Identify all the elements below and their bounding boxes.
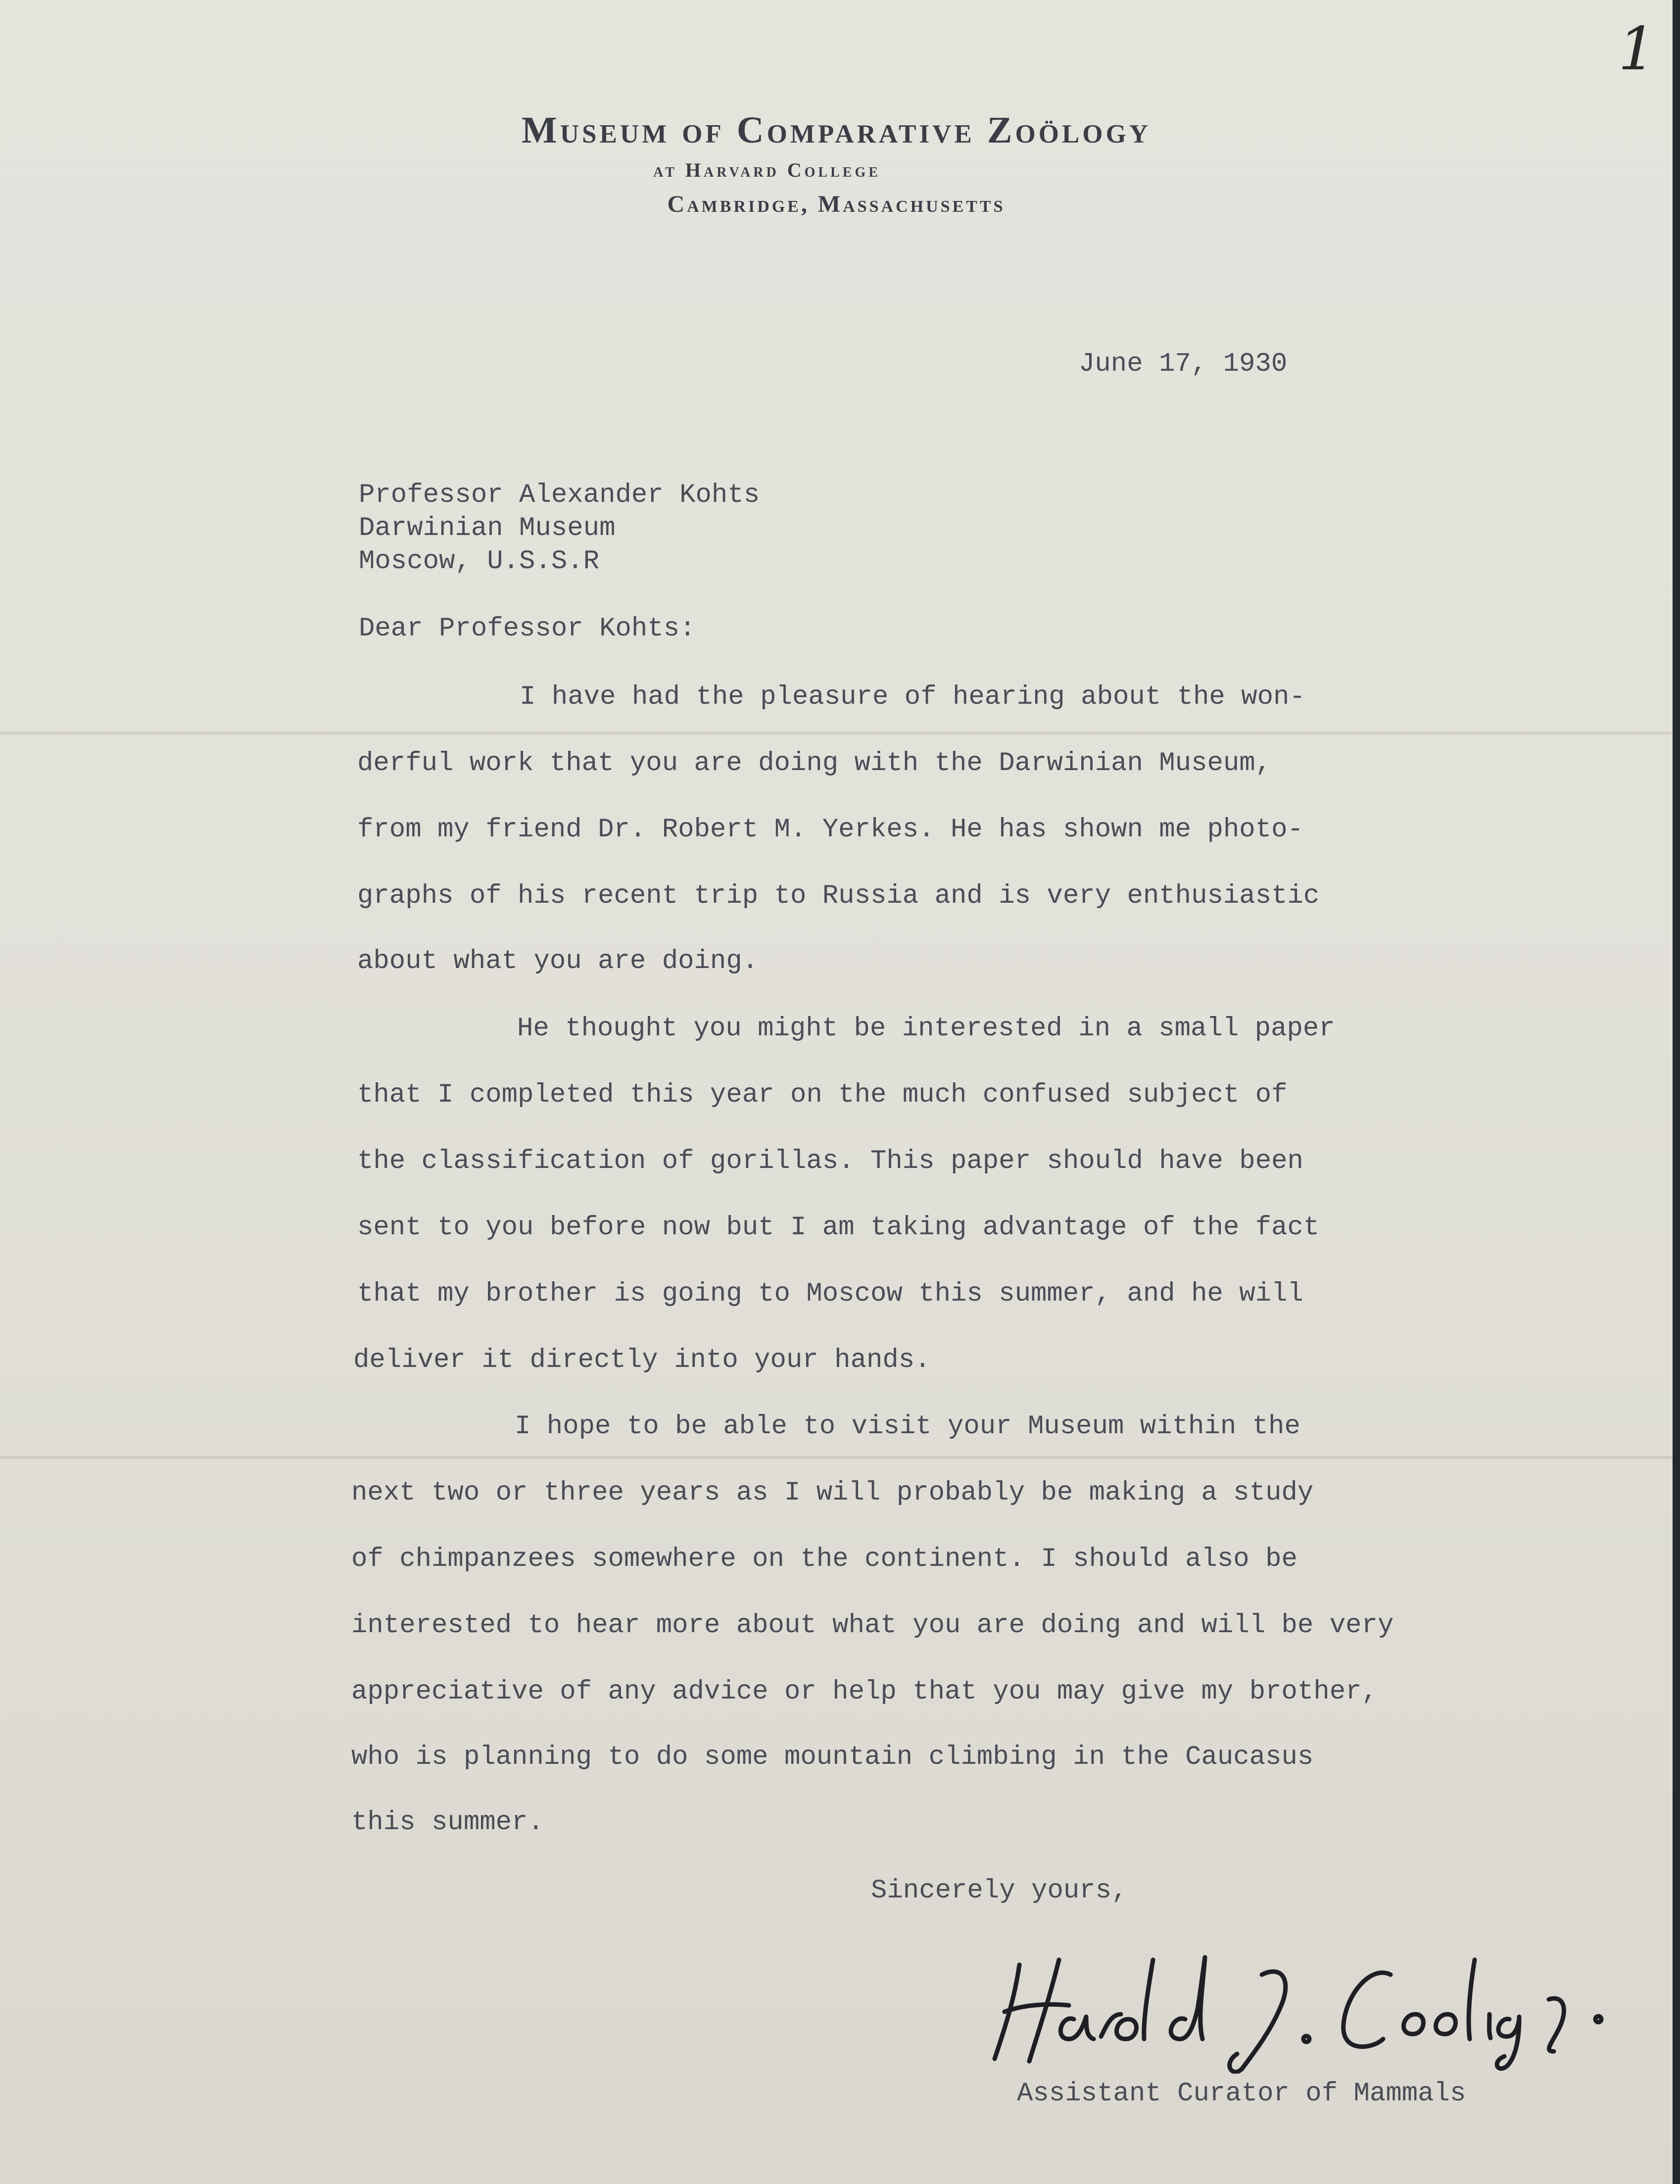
scan-border — [1673, 0, 1680, 2184]
body-line: graphs of his recent trip to Russia and is very enthusiastic — [357, 881, 1320, 911]
body-line: sent to you before now but I am taking advantage of the fact — [357, 1213, 1320, 1243]
body-line: of chimpanzees somewhere on the continent. I should also be — [351, 1544, 1297, 1574]
page-number: 1 — [1618, 15, 1656, 84]
body-line: next two or three years as I will probably be making a study — [351, 1478, 1314, 1508]
letterhead-line2: at Harvard College — [653, 159, 881, 181]
body-line: the classification of gorillas. This paper should have been — [357, 1146, 1303, 1176]
salutation: Dear Professor Kohts: — [359, 614, 696, 644]
body-line: I have had the pleasure of hearing about the won- — [520, 682, 1305, 712]
body-line: I hope to be able to visit your Museum within the — [515, 1411, 1300, 1442]
body-line: appreciative of any advice or help that you may give my brother, — [351, 1677, 1378, 1707]
body-line: derful work that you are doing with the Darwinian Museum, — [357, 748, 1272, 778]
body-line: He thought you might be interested in a small paper — [517, 1014, 1335, 1044]
letter-date: June 17, 1930 — [1079, 349, 1288, 379]
fold-line — [0, 1456, 1673, 1459]
address-line: Moscow, U.S.S.R — [359, 546, 600, 577]
body-line: about what you are doing. — [357, 946, 759, 976]
address-line: Professor Alexander Kohts — [359, 480, 760, 510]
handwritten-signature — [985, 1945, 1628, 2074]
signer-title: Assistant Curator of Mammals — [1017, 2079, 1466, 2109]
body-line: that my brother is going to Moscow this summer, and he will — [357, 1279, 1303, 1309]
closing: Sincerely yours, — [871, 1876, 1128, 1906]
letterhead-line3: Cambridge, Massachusetts — [667, 191, 1006, 217]
body-line: this summer. — [351, 1807, 544, 1838]
body-line: that I completed this year on the much confused subject of — [357, 1080, 1288, 1110]
address-line: Darwinian Museum — [359, 513, 616, 543]
body-line: deliver it directly into your hands. — [353, 1345, 931, 1375]
body-line: interested to hear more about what you are doing and will be very — [351, 1610, 1394, 1641]
body-line: who is planning to do some mountain climbing in the Caucasus — [351, 1742, 1314, 1772]
letterhead-name: Museum of Comparative Zoölogy — [521, 109, 1152, 151]
fold-line — [0, 731, 1673, 734]
body-line: from my friend Dr. Robert M. Yerkes. He has shown me photo- — [357, 815, 1303, 845]
